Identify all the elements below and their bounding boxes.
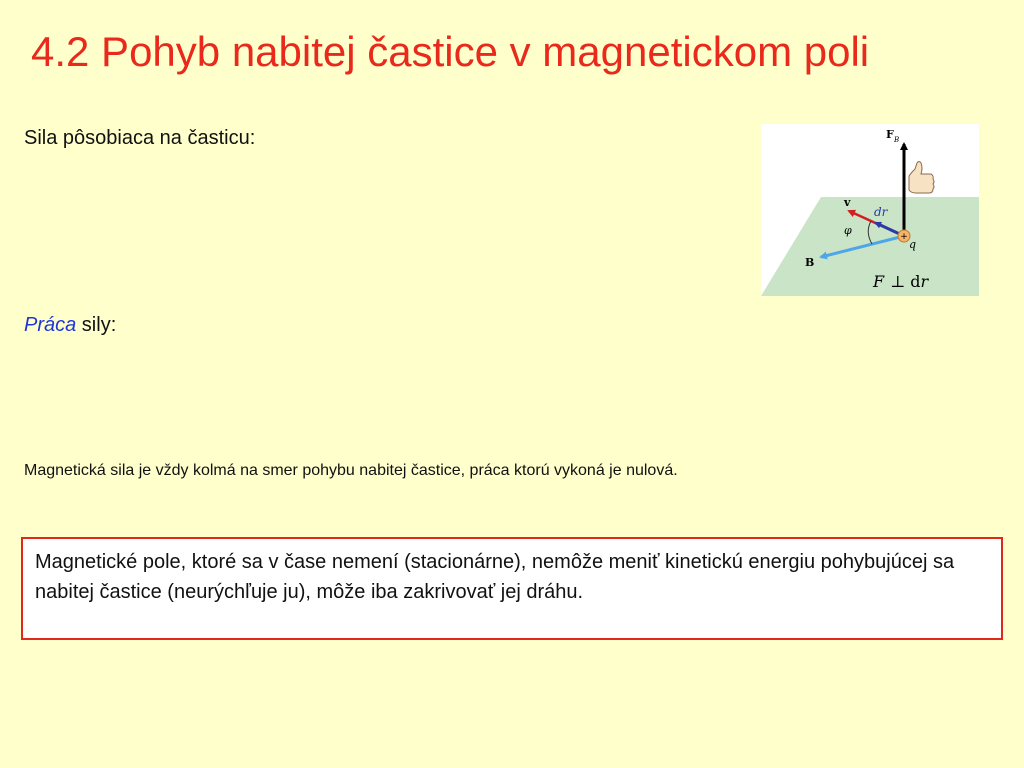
work-line [24, 314, 116, 337]
relation-right: r [920, 272, 929, 291]
force-diagram [761, 124, 979, 296]
relation-left: F [873, 272, 885, 291]
diagram-svg [761, 124, 979, 296]
conclusion-box: Magnetické pole, ktoré sa v čase nemení (stacionárne), nemôže meniť kinetickú energiu pohybujúcej sa nabitej častice (neurýchľuje ju), môže iba zakrivovať jej dráhu. [21, 537, 1003, 640]
angle-symbol: φ [844, 224, 852, 237]
charge-symbol: q [909, 238, 917, 251]
magnetic-statement: Magnetická sila je vždy kolmá na smer pohybu nabitej častice, práca ktorú vykoná je nulová. [24, 462, 678, 479]
work-rest: sily: [76, 314, 117, 336]
thumbs-up-hand-icon [909, 162, 934, 194]
work-word: Práca [24, 314, 77, 336]
displacement-symbol: dr [874, 205, 888, 219]
diagram-plane [761, 197, 979, 296]
relation-op: ⊥ d [890, 272, 921, 291]
force-symbol: F [886, 128, 894, 141]
field-symbol: B [805, 256, 815, 269]
relation-formula [872, 272, 929, 291]
velocity-symbol: v [844, 196, 851, 209]
slide-title: 4.2 Pohyb nabitej častice v magnetickom poli [31, 28, 870, 75]
charge-sign: + [900, 232, 908, 242]
force-label: Sila pôsobiaca na časticu: [24, 127, 256, 149]
force-subscript: B [894, 136, 900, 144]
